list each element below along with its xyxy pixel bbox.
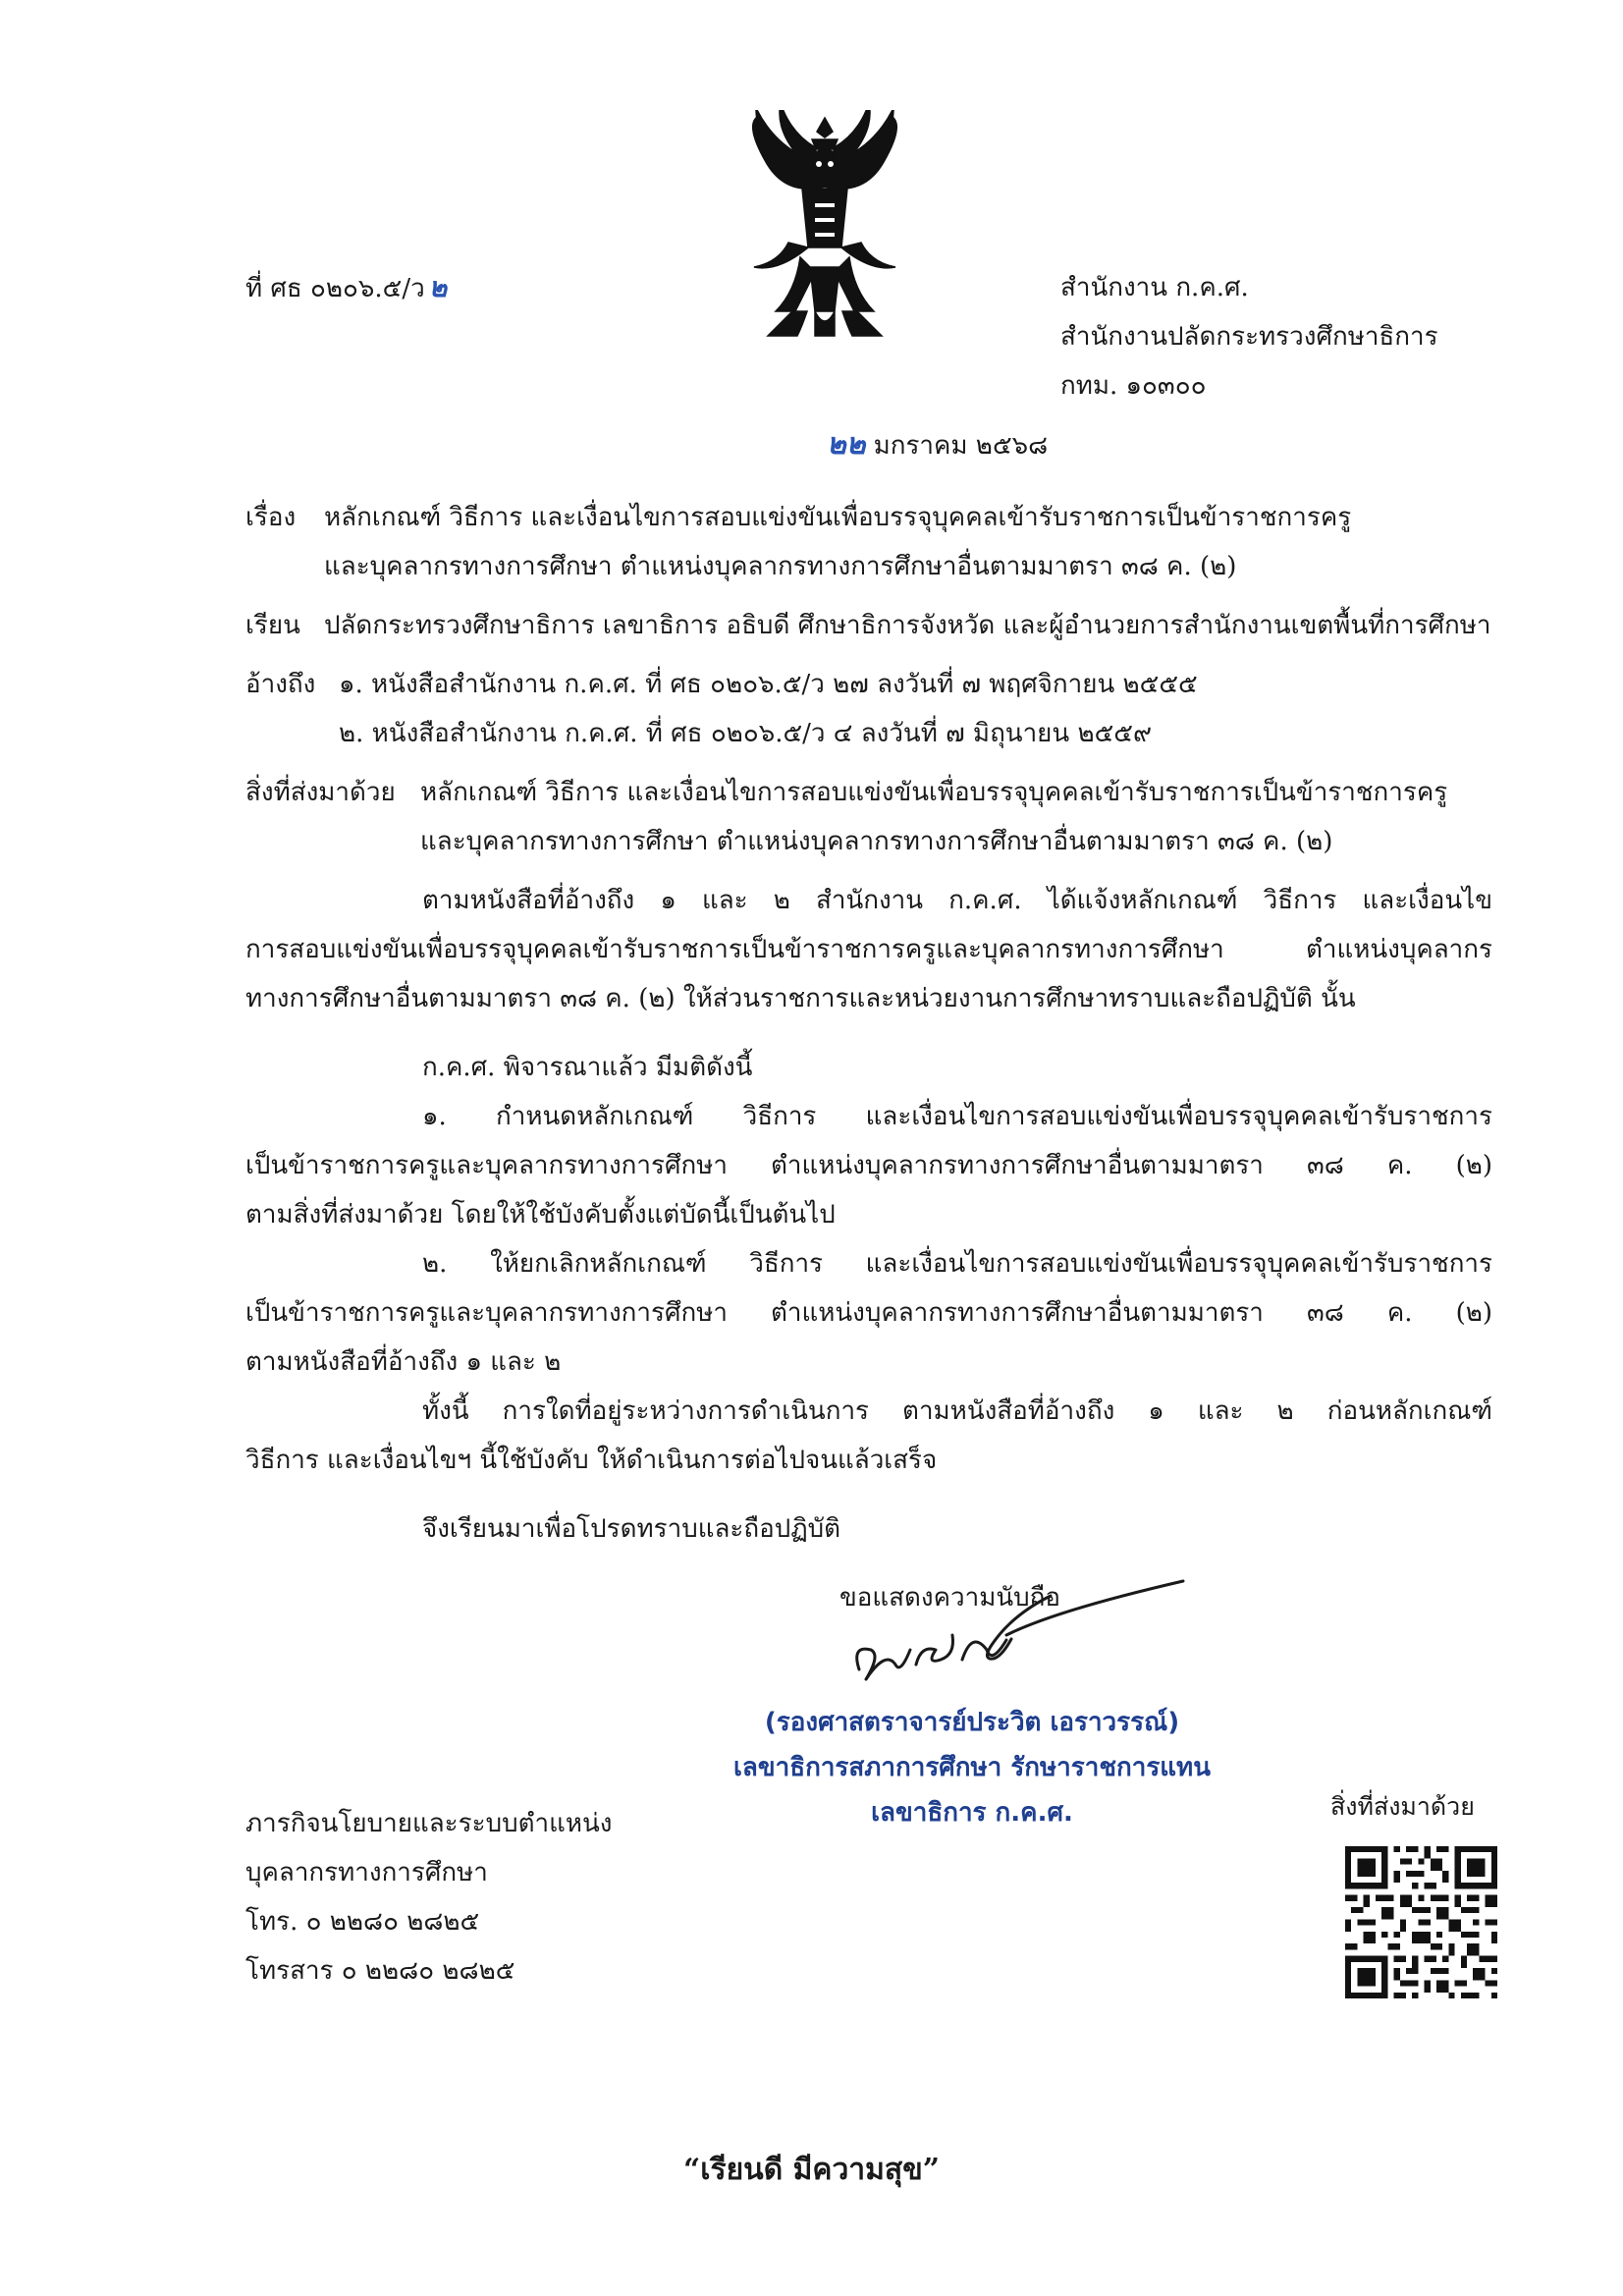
signer-title-1: เลขาธิการสภาการศึกษา รักษาราชการแทน <box>733 1753 1211 1782</box>
regards-text: ขอแสดงความนับถือ <box>839 1583 1060 1613</box>
doc-number-prefix: ที่ ศธ ๐๒๐๖.๕/ว <box>245 274 425 303</box>
reference-label: อ้างถึง <box>245 670 316 699</box>
body-paragraph-2: ก.ค.ศ. พิจารณาแล้ว มีมติดังนี้ <box>422 1053 753 1082</box>
body-paragraph-3-line-2: เป็นข้าราชการครูและบุคลากรทางการศึกษา ตำแหน่งบุคลากรทางการศึกษาอื่นตามมาตรา ๓๘ ค. (๒) <box>245 1151 1492 1180</box>
body-paragraph-1-line-2: การสอบแข่งขันเพื่อบรรจุบุคคลเข้ารับราชการเป็นข้าราชการครูและบุคลากรทางการศึกษา ตำแหน่งบุคลากร <box>245 935 1492 964</box>
qr-code-icon[interactable] <box>1345 1846 1497 1998</box>
closing-text: จึงเรียนมาเพื่อโปรดทราบและถือปฏิบัติ <box>422 1514 841 1544</box>
date-month-year: มกราคม ๒๕๖๘ <box>873 431 1049 461</box>
qr-label: สิ่งที่ส่งมาด้วย <box>1330 1792 1475 1821</box>
body-paragraph-3-line-3: ตามสิ่งที่ส่งมาด้วย โดยให้ใช้บังคับตั้งแต่บัดนี้เป็นต้นไป <box>245 1200 836 1230</box>
signer-name: (รองศาสตราจารย์ประวิต เอราวรรณ์) <box>764 1708 1180 1737</box>
org-line-2: สำนักงานปลัดกระทรวงศึกษาธิการ <box>1060 322 1438 352</box>
contact-fax: โทรสาร ๐ ๒๒๘๐ ๒๘๒๕ <box>245 1956 515 1986</box>
doc-number <box>245 263 447 313</box>
org-line-3: กทม. ๑๐๓๐๐ <box>1060 371 1207 401</box>
body-paragraph-4-line-1: ๒. ให้ยกเลิกหลักเกณฑ์ วิธีการ และเงื่อนไขการสอบแข่งขันเพื่อบรรจุบุคคลเข้ารับราชการ <box>422 1249 1492 1279</box>
body-paragraph-5-line-2: วิธีการ และเงื่อนไขฯ นี้ใช้บังคับ ให้ดำเนินการต่อไปจนแล้วเสร็จ <box>245 1446 938 1475</box>
body-paragraph-1-line-3: ทางการศึกษาอื่นตามมาตรา ๓๘ ค. (๒) ให้ส่วนราชการและหน่วยงานการศึกษาทราบและถือปฏิบัติ นั้น <box>245 984 1356 1013</box>
handwritten-signature-icon <box>839 1571 1193 1699</box>
letter-date <box>827 420 1048 470</box>
body-paragraph-3-line-1: ๑. กำหนดหลักเกณฑ์ วิธีการ และเงื่อนไขการสอบแข่งขันเพื่อบรรจุบุคคลเข้ารับราชการ <box>422 1102 1492 1131</box>
doc-number-handwritten: ๒ <box>428 271 448 303</box>
contact-line-1: ภารกิจนโยบายและระบบตำแหน่ง <box>245 1809 613 1838</box>
subject-line-2: และบุคลากรทางการศึกษา ตำแหน่งบุคลากรทางการศึกษาอื่นตามมาตรา ๓๘ ค. (๒) <box>324 552 1237 581</box>
enclosure-label: สิ่งที่ส่งมาด้วย <box>245 778 396 807</box>
reference-item-2: ๒. หนังสือสำนักงาน ก.ค.ศ. ที่ ศธ ๐๒๐๖.๕/ว ๔ ลงวันที่ ๗ มิถุนายน ๒๕๕๙ <box>339 719 1152 748</box>
body-paragraph-4-line-2: เป็นข้าราชการครูและบุคลากรทางการศึกษา ตำแหน่งบุคลากรทางการศึกษาอื่นตามมาตรา ๓๘ ค. (๒) <box>245 1298 1492 1328</box>
subject-label: เรื่อง <box>245 503 297 532</box>
motto: “เรียนดี มีความสุข” <box>682 2153 941 2187</box>
garuda-emblem-icon <box>731 110 918 351</box>
contact-phone: โทร. ๐ ๒๒๘๐ ๒๘๒๕ <box>245 1907 480 1937</box>
subject-line-1: หลักเกณฑ์ วิธีการ และเงื่อนไขการสอบแข่งขันเพื่อบรรจุบุคคลเข้ารับราชการเป็นข้าราชการครู <box>324 503 1352 532</box>
body-paragraph-5-line-1: ทั้งนี้ การใดที่อยู่ระหว่างการดำเนินการ ตามหนังสือที่อ้างถึง ๑ และ ๒ ก่อนหลักเกณฑ์ <box>422 1396 1492 1426</box>
enclosure-line-2: และบุคลากรทางการศึกษา ตำแหน่งบุคลากรทางการศึกษาอื่นตามมาตรา ๓๘ ค. (๒) <box>420 827 1333 856</box>
to-text: ปลัดกระทรวงศึกษาธิการ เลขาธิการ อธิบดี ศึกษาธิการจังหวัด และผู้อำนวยการสำนักงานเขตพื้นที่การศึกษา <box>324 611 1491 640</box>
body-paragraph-1-line-1: ตามหนังสือที่อ้างถึง ๑ และ ๒ สำนักงาน ก.ค.ศ. ได้แจ้งหลักเกณฑ์ วิธีการ และเงื่อนไข <box>422 886 1492 915</box>
signer-title-2: เลขาธิการ ก.ค.ศ. <box>871 1798 1073 1828</box>
date-handwritten: ๒๒ <box>827 427 866 462</box>
body-paragraph-4-line-3: ตามหนังสือที่อ้างถึง ๑ และ ๒ <box>245 1347 562 1377</box>
to-label: เรียน <box>245 611 300 640</box>
reference-item-1: ๑. หนังสือสำนักงาน ก.ค.ศ. ที่ ศธ ๐๒๐๖.๕/ว ๒๗ ลงวันที่ ๗ พฤศจิกายน ๒๕๕๕ <box>339 670 1198 699</box>
enclosure-line-1: หลักเกณฑ์ วิธีการ และเงื่อนไขการสอบแข่งขันเพื่อบรรจุบุคคลเข้ารับราชการเป็นข้าราชการครู <box>420 778 1448 807</box>
contact-line-2: บุคลากรทางการศึกษา <box>245 1858 488 1887</box>
org-line-1: สำนักงาน ก.ค.ศ. <box>1060 273 1249 302</box>
